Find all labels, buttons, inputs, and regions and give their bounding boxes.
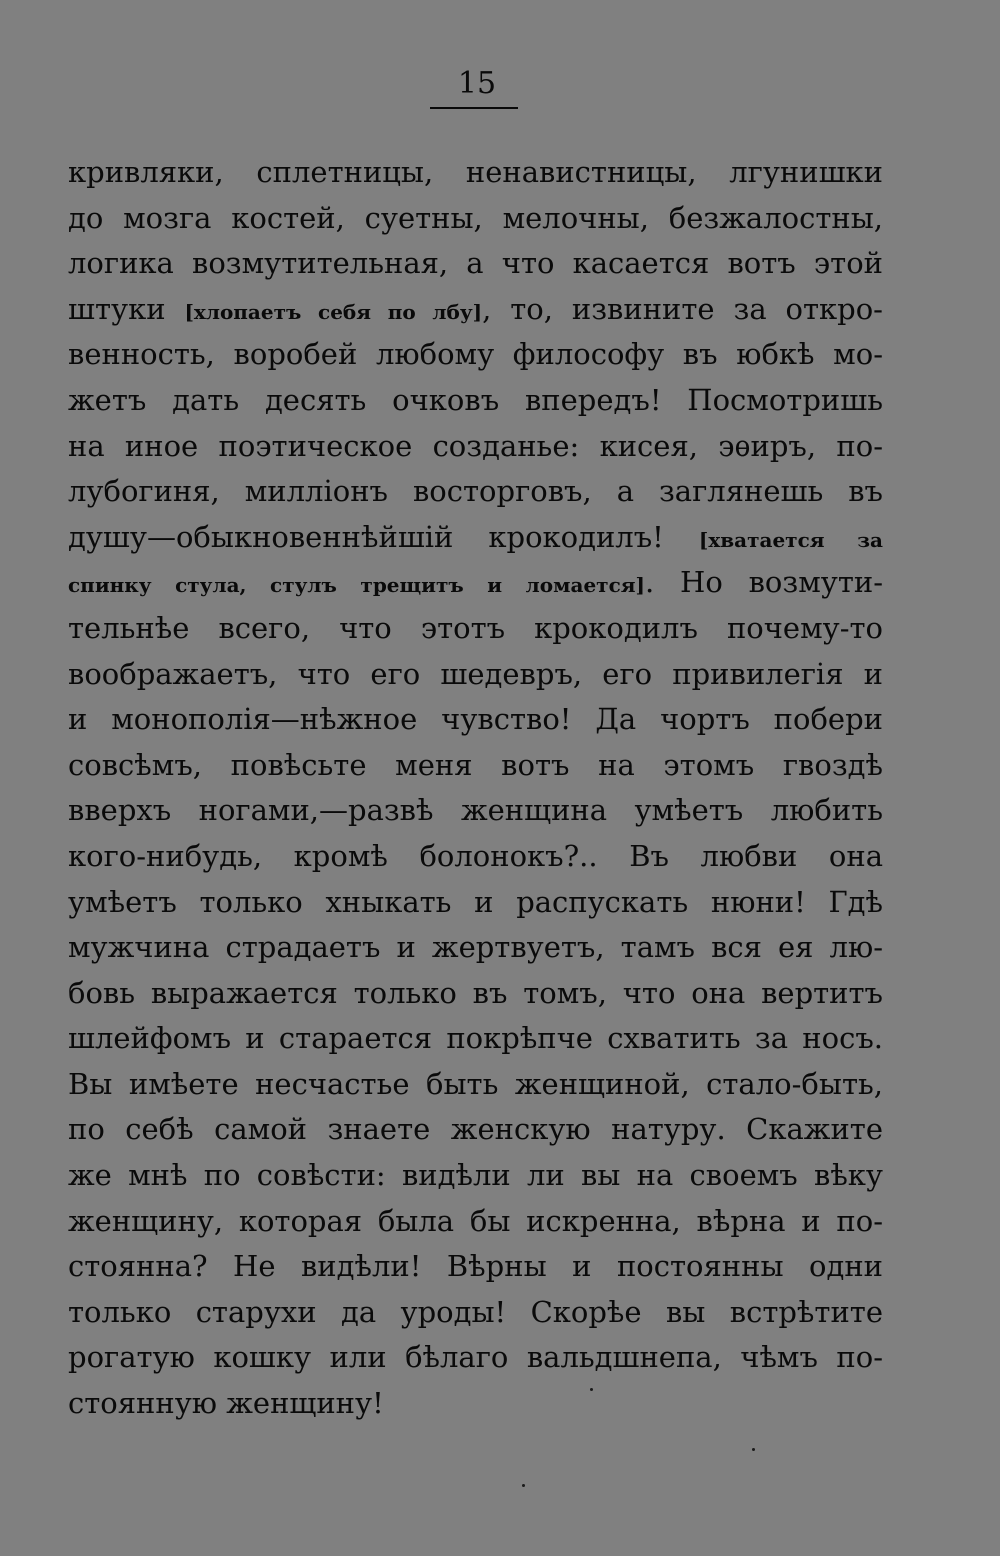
text-run: вверхъ ногами,—развѣ женщина умѣетъ любить — [68, 793, 883, 828]
text-run: умѣетъ только хныкать и распускать нюни! Гдѣ — [68, 884, 883, 919]
text-line — [68, 287, 883, 333]
text-run: по себѣ самой знаете женскую натуру. Скажите — [68, 1112, 883, 1147]
text-line — [68, 697, 883, 743]
text-run: шлейфомъ и старается покрѣпче схватить за носъ. — [68, 1021, 883, 1056]
text-run: воображаетъ, что его шедевръ, его привилегія и — [68, 656, 883, 691]
text-line — [68, 469, 883, 515]
text-line — [68, 1016, 883, 1062]
text-run: стоянную женщину! — [68, 1386, 384, 1421]
text-run: жетъ дать десять очковъ впередъ! Посмотришь — [68, 382, 883, 417]
page-number-rule — [430, 107, 518, 109]
print-speck — [752, 1448, 755, 1451]
text-run: кривляки, сплетницы, ненавистницы, лгунишки — [68, 155, 883, 189]
text-run: бовь выражается только въ томъ, что она вертитъ — [68, 975, 883, 1010]
text-run: и монополія—нѣжное чувство! Да чортъ побери — [68, 702, 883, 737]
page-number: 15 — [457, 66, 497, 101]
text-line — [68, 606, 883, 652]
text-run: Вы имѣете несчастье быть женщиной, стало-быть, — [68, 1066, 883, 1101]
text-run: штуки — [68, 291, 185, 326]
text-line — [68, 1062, 883, 1108]
text-run: рогатую кошку или бѣлаго вальдшнепа, чѣмъ по- — [68, 1340, 883, 1375]
text-run: же мнѣ по совѣсти: видѣли ли вы на своемъ вѣку — [68, 1158, 883, 1193]
text-run: . Но возмути- — [645, 565, 883, 600]
print-speck — [522, 1484, 525, 1487]
text-run: только старухи да уроды! Скорѣе вы встрѣтите — [68, 1294, 883, 1329]
text-line — [68, 1199, 883, 1245]
text-line — [68, 834, 883, 880]
text-line — [68, 560, 883, 606]
text-line — [68, 515, 883, 561]
text-line — [68, 880, 883, 926]
stage-direction: спинку стула, стулъ трещитъ и ломается] — [68, 573, 645, 598]
text-run: мужчина страдаетъ и жертвуетъ, тамъ вся ея лю- — [68, 930, 883, 965]
text-line — [68, 150, 883, 196]
text-run: женщину, которая была бы искренна, вѣрна и по- — [68, 1203, 883, 1238]
text-run: венность, воробей любому философу въ юбкѣ мо- — [68, 337, 883, 372]
text-run: до мозга костей, суетны, мелочны, безжалостны, — [68, 200, 883, 235]
body-text — [68, 150, 883, 1427]
text-run: тельнѣе всего, что этотъ крокодилъ почему-то — [68, 610, 883, 645]
text-line — [68, 925, 883, 971]
text-run: логика возмутительная, а что касается вотъ этой — [68, 246, 883, 281]
text-run: , то, извините за откро- — [482, 291, 883, 326]
text-line — [68, 1153, 883, 1199]
text-line — [68, 241, 883, 287]
print-speck — [590, 1388, 593, 1391]
text-line — [68, 424, 883, 470]
text-line — [68, 1381, 883, 1427]
text-line — [68, 1244, 883, 1290]
text-line — [68, 652, 883, 698]
text-run: стоянна? Не видѣли! Вѣрны и постоянны одни — [68, 1249, 883, 1284]
text-line — [68, 1290, 883, 1336]
text-line — [68, 743, 883, 789]
text-line — [68, 196, 883, 242]
text-run: совсѣмъ, повѣсьте меня вотъ на этомъ гвоздѣ — [68, 747, 883, 782]
text-line — [68, 1107, 883, 1153]
text-line — [68, 332, 883, 378]
text-run: душу—обыкновеннѣйшій крокодилъ! — [68, 519, 699, 554]
stage-direction: [хватается за — [698, 527, 884, 552]
text-run: кого-нибудь, кромѣ болонокъ?.. Въ любви она — [68, 838, 883, 873]
text-line — [68, 1335, 883, 1381]
text-line — [68, 971, 883, 1017]
text-line — [68, 788, 883, 834]
text-line — [68, 378, 883, 424]
stage-direction: [хлопаетъ себя по лбу] — [184, 299, 483, 324]
text-run: на иное поэтическое созданье: кисея, эѳиръ, по- — [68, 428, 883, 463]
text-run: лубогиня, милліонъ восторговъ, а заглянешь въ — [68, 474, 883, 509]
